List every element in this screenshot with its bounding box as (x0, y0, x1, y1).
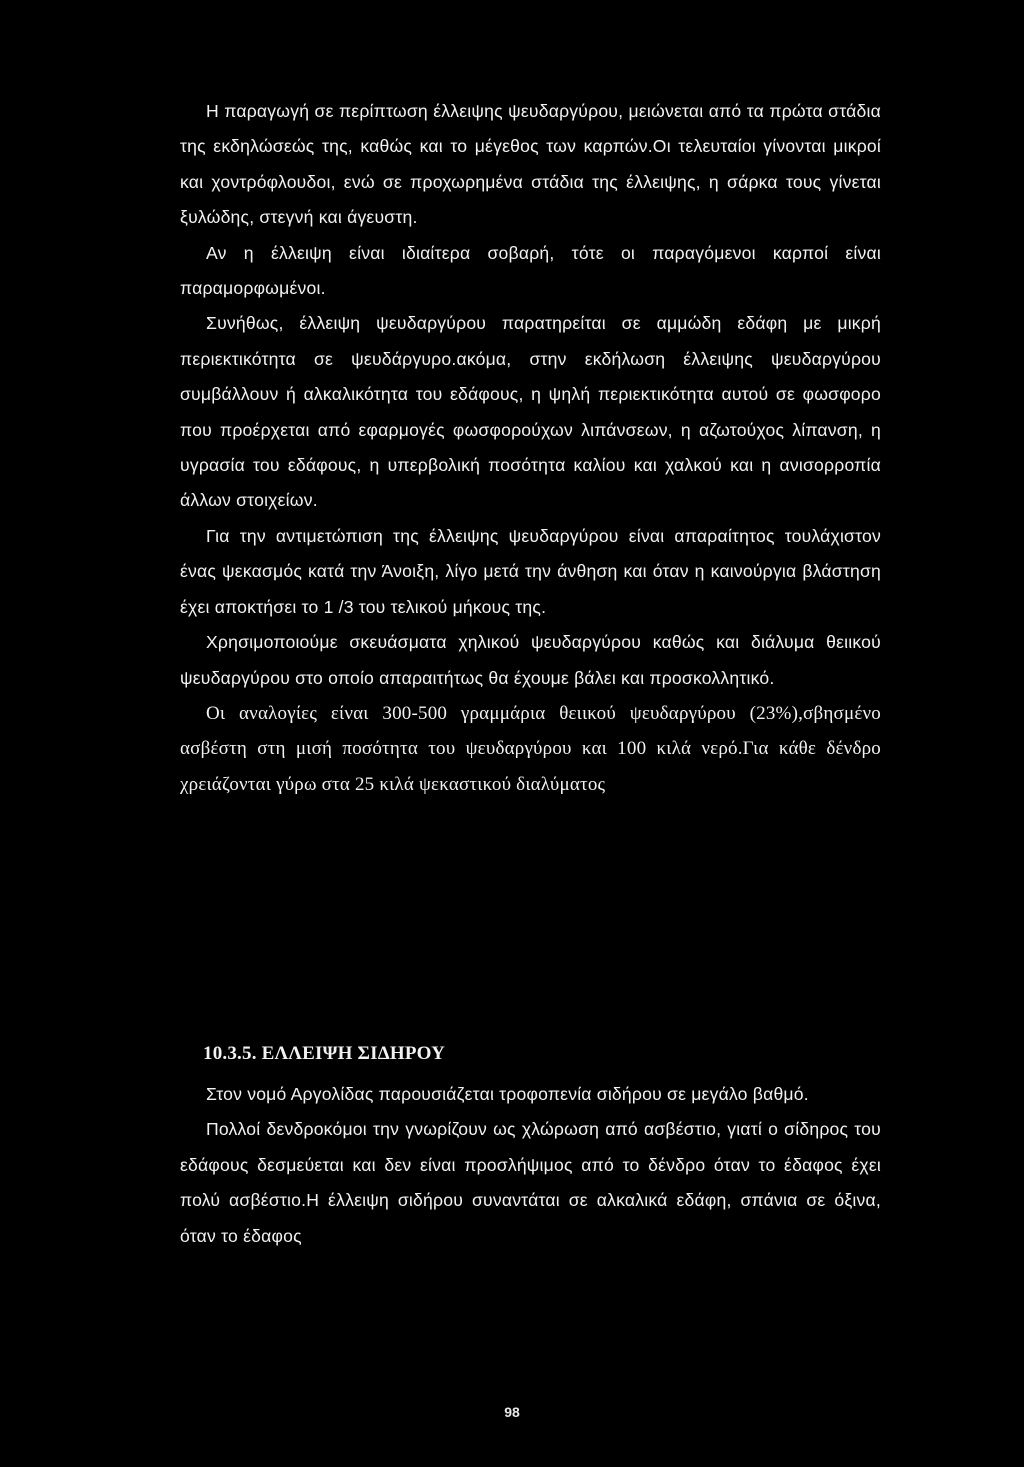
paragraph-iron-argolida: Στον νομό Αργολίδας παρουσιάζεται τροφοπενία σιδήρου σε μεγάλο βαθμό. (206, 1084, 809, 1104)
section-heading: 10.3.5. ΕΛΛΕΙΨΗ ΣΙΔΗΡΟΥ (203, 1043, 446, 1064)
paragraph-zinc-products: Χρησιμοποιούμε σκευάσματα χηλικού ψευδαργύρου καθώς και διάλυμα θειικού ψευδαργύρου στο οποίο απαραιτήτως θα έχουμε βάλει και προσκολλητικό. (180, 632, 881, 688)
paragraph-zinc-treatment: Για την αντιμετώπιση της έλλειψης ψευδαργύρου είναι απαραίτητος τουλάχιστον ένας ψεκασμός κατά την Άνοιξη, λίγο μετά την άνθηση και όταν η καινούργια βλάστηση έχει αποκτήσει το 1 /3 του τελικού μήκους της. (180, 525, 881, 617)
paragraph-zinc-causes: Συνήθως, έλλειψη ψευδαργύρου παρατηρείται σε αμμώδη εδάφη με μικρή περιεκτικότητα σε ψευδάργυρο.ακόμα, στην εκδήλωση έλλειψης ψευδαργύρου συμβάλλουν ή αλκαλικότητα του εδάφους, η ψηλή περιεκτικότητα αυτού σε φωσφορο που προέρχεται από εφαρμογές φωσφορούχων λιπάνσεων, η αζωτούχος λίπανση, η υγρασία του εδάφους, η υπερβολική ποσότητα καλίου και χαλκού και η ανισορροπία άλλων στοιχείων. (180, 313, 881, 511)
paragraph-zinc-yield: Η παραγωγή σε περίπτωση έλλειψης ψευδαργύρου, μειώνεται από τα πρώτα στάδια της εκδηλώσεώς της, καθώς και το μέγεθος των καρπών.Οι τελευταίοι γίνονται μικροί και χοντρόφλουδοι, ενώ σε προχωρημένα στάδια της έλλειψης, η σάρκα τους γίνεται ξυλώδης, στεγνή και άγευστη. (180, 101, 881, 228)
paragraph-zinc-ratios: Οι αναλογίες είναι 300-500 γραμμάρια θειικού ψευδαργύρου (23%),σβησμένο ασβέστη στη μισή ποσότητα του ψευδαργύρου και 100 κιλά νερό.Για κάθε δένδρο χρειάζονται γύρω στα 25 κιλά ψεκαστικού διαλύματος (180, 702, 881, 795)
body-text (180, 94, 881, 802)
paragraph-iron-chlorosis: Πολλοί δενδροκόμοι την γνωρίζουν ως χλώρωση από ασβέστιο, γιατί ο σίδηρος του εδάφους δεσμεύεται και δεν είναι προσλήψιμος από το δένδρο όταν το έδαφος έχει πολύ ασβέστιο.Η έλλειψη σιδήρου συναντάται σε αλκαλικά εδάφη, σπάνια σε όξινα, όταν το έδαφος (180, 1119, 881, 1246)
page-number: 98 (504, 1404, 520, 1420)
paragraph-zinc-deformed-fruit: Αν η έλλειψη είναι ιδιαίτερα σοβαρή, τότε οι παραγόμενοι καρποί είναι παραμορφωμένοι. (180, 242, 881, 299)
iron-section (180, 1031, 881, 1254)
